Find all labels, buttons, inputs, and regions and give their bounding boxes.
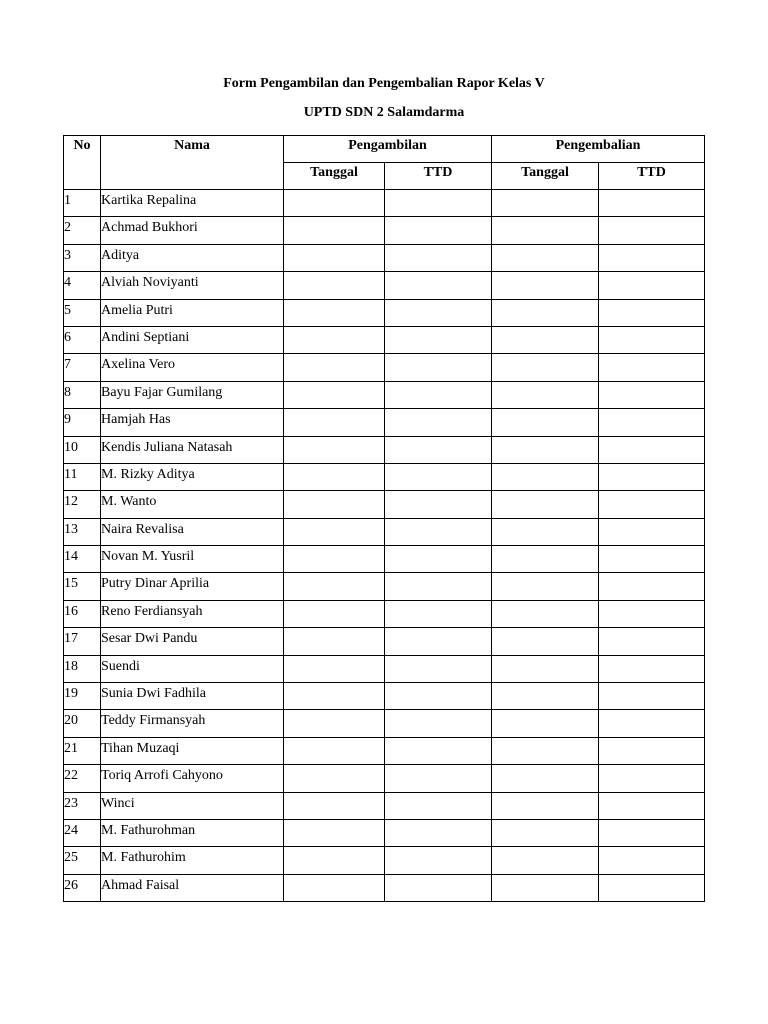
student-name: M. Rizky Aditya bbox=[101, 463, 284, 490]
student-name: Novan M. Yusril bbox=[101, 546, 284, 573]
student-name: Toriq Arrofi Cahyono bbox=[101, 765, 284, 792]
pengambilan-tanggal-cell bbox=[284, 765, 385, 792]
pengembalian-ttd-cell bbox=[599, 299, 705, 326]
student-name: Suendi bbox=[101, 655, 284, 682]
pengembalian-ttd-cell bbox=[599, 655, 705, 682]
row-number: 21 bbox=[64, 737, 101, 764]
row-number: 1 bbox=[64, 190, 101, 217]
table-row bbox=[64, 600, 705, 627]
pengambilan-ttd-cell bbox=[385, 546, 492, 573]
pengembalian-tanggal-cell bbox=[492, 546, 599, 573]
pengembalian-ttd-cell bbox=[599, 573, 705, 600]
student-name: M. Wanto bbox=[101, 491, 284, 518]
pengembalian-tanggal-cell bbox=[492, 792, 599, 819]
student-name: Teddy Firmansyah bbox=[101, 710, 284, 737]
student-name: Kendis Juliana Natasah bbox=[101, 436, 284, 463]
row-number: 26 bbox=[64, 874, 101, 901]
table-row bbox=[64, 381, 705, 408]
pengambilan-tanggal-cell bbox=[284, 683, 385, 710]
row-number: 14 bbox=[64, 546, 101, 573]
pengambilan-tanggal-cell bbox=[284, 381, 385, 408]
pengambilan-ttd-cell bbox=[385, 491, 492, 518]
row-number: 24 bbox=[64, 819, 101, 846]
pengambilan-ttd-cell bbox=[385, 190, 492, 217]
row-number: 12 bbox=[64, 491, 101, 518]
pengembalian-ttd-cell bbox=[599, 546, 705, 573]
row-number: 18 bbox=[64, 655, 101, 682]
pengembalian-ttd-cell bbox=[599, 765, 705, 792]
row-number: 11 bbox=[64, 463, 101, 490]
table-row bbox=[64, 819, 705, 846]
student-name: Aditya bbox=[101, 244, 284, 271]
school-name: UPTD SDN 2 Salamdarma bbox=[303, 105, 465, 120]
pengembalian-ttd-cell bbox=[599, 272, 705, 299]
form-title: Form Pengambilan dan Pengembalian Rapor Kelas V bbox=[223, 76, 545, 91]
table-row bbox=[64, 628, 705, 655]
pengambilan-ttd-cell bbox=[385, 600, 492, 627]
pengambilan-tanggal-cell bbox=[284, 792, 385, 819]
header-pengambilan-ttd: TTD bbox=[385, 163, 492, 190]
row-number: 10 bbox=[64, 436, 101, 463]
student-name: Ahmad Faisal bbox=[101, 874, 284, 901]
row-number: 2 bbox=[64, 217, 101, 244]
row-number: 8 bbox=[64, 381, 101, 408]
pengambilan-ttd-cell bbox=[385, 463, 492, 490]
student-name: Tihan Muzaqi bbox=[101, 737, 284, 764]
pengembalian-tanggal-cell bbox=[492, 518, 599, 545]
table-row bbox=[64, 217, 705, 244]
row-number: 19 bbox=[64, 683, 101, 710]
table-row bbox=[64, 573, 705, 600]
pengembalian-tanggal-cell bbox=[492, 683, 599, 710]
pengambilan-tanggal-cell bbox=[284, 819, 385, 846]
pengambilan-ttd-cell bbox=[385, 847, 492, 874]
table-row bbox=[64, 710, 705, 737]
table-header bbox=[64, 136, 705, 190]
pengambilan-tanggal-cell bbox=[284, 436, 385, 463]
student-name: Achmad Bukhori bbox=[101, 217, 284, 244]
pengembalian-ttd-cell bbox=[599, 847, 705, 874]
header-nama: Nama bbox=[101, 136, 284, 190]
table-row bbox=[64, 436, 705, 463]
row-number: 22 bbox=[64, 765, 101, 792]
student-name: Bayu Fajar Gumilang bbox=[101, 381, 284, 408]
student-name: Amelia Putri bbox=[101, 299, 284, 326]
pengembalian-ttd-cell bbox=[599, 874, 705, 901]
row-number: 13 bbox=[64, 518, 101, 545]
row-number: 5 bbox=[64, 299, 101, 326]
row-number: 9 bbox=[64, 409, 101, 436]
pengambilan-ttd-cell bbox=[385, 326, 492, 353]
pengambilan-ttd-cell bbox=[385, 819, 492, 846]
pengembalian-tanggal-cell bbox=[492, 354, 599, 381]
pengembalian-tanggal-cell bbox=[492, 463, 599, 490]
student-name: Naira Revalisa bbox=[101, 518, 284, 545]
pengambilan-tanggal-cell bbox=[284, 655, 385, 682]
pengembalian-ttd-cell bbox=[599, 354, 705, 381]
student-name: Kartika Repalina bbox=[101, 190, 284, 217]
pengambilan-ttd-cell bbox=[385, 244, 492, 271]
pengambilan-tanggal-cell bbox=[284, 463, 385, 490]
row-number: 3 bbox=[64, 244, 101, 271]
pengambilan-tanggal-cell bbox=[284, 847, 385, 874]
table-row bbox=[64, 792, 705, 819]
pengambilan-ttd-cell bbox=[385, 874, 492, 901]
row-number: 15 bbox=[64, 573, 101, 600]
pengembalian-ttd-cell bbox=[599, 792, 705, 819]
pengambilan-tanggal-cell bbox=[284, 491, 385, 518]
table-row bbox=[64, 546, 705, 573]
pengambilan-tanggal-cell bbox=[284, 299, 385, 326]
pengembalian-tanggal-cell bbox=[492, 436, 599, 463]
header-pengambilan: Pengambilan bbox=[284, 136, 492, 163]
pengembalian-ttd-cell bbox=[599, 819, 705, 846]
row-number: 6 bbox=[64, 326, 101, 353]
pengembalian-tanggal-cell bbox=[492, 819, 599, 846]
student-name: Sunia Dwi Fadhila bbox=[101, 683, 284, 710]
row-number: 7 bbox=[64, 354, 101, 381]
pengambilan-tanggal-cell bbox=[284, 272, 385, 299]
pengembalian-tanggal-cell bbox=[492, 765, 599, 792]
pengambilan-ttd-cell bbox=[385, 573, 492, 600]
pengambilan-ttd-cell bbox=[385, 409, 492, 436]
pengembalian-ttd-cell bbox=[599, 491, 705, 518]
student-name: M. Fathurohman bbox=[101, 819, 284, 846]
header-pengembalian-tanggal: Tanggal bbox=[492, 163, 599, 190]
pengembalian-tanggal-cell bbox=[492, 409, 599, 436]
pengembalian-tanggal-cell bbox=[492, 326, 599, 353]
pengambilan-ttd-cell bbox=[385, 628, 492, 655]
pengembalian-tanggal-cell bbox=[492, 573, 599, 600]
pengambilan-tanggal-cell bbox=[284, 409, 385, 436]
student-name: Winci bbox=[101, 792, 284, 819]
student-name: Alviah Noviyanti bbox=[101, 272, 284, 299]
header-no: No bbox=[64, 136, 101, 190]
table-row bbox=[64, 874, 705, 901]
pengambilan-tanggal-cell bbox=[284, 354, 385, 381]
table-row bbox=[64, 299, 705, 326]
pengambilan-ttd-cell bbox=[385, 217, 492, 244]
pengembalian-tanggal-cell bbox=[492, 655, 599, 682]
pengembalian-tanggal-cell bbox=[492, 272, 599, 299]
pengembalian-ttd-cell bbox=[599, 628, 705, 655]
pengambilan-ttd-cell bbox=[385, 655, 492, 682]
pengembalian-tanggal-cell bbox=[492, 737, 599, 764]
pengembalian-tanggal-cell bbox=[492, 491, 599, 518]
rapor-table bbox=[63, 135, 705, 902]
pengembalian-tanggal-cell bbox=[492, 299, 599, 326]
pengambilan-tanggal-cell bbox=[284, 600, 385, 627]
pengambilan-ttd-cell bbox=[385, 683, 492, 710]
student-name: Axelina Vero bbox=[101, 354, 284, 381]
row-number: 17 bbox=[64, 628, 101, 655]
pengambilan-ttd-cell bbox=[385, 737, 492, 764]
table-row bbox=[64, 354, 705, 381]
row-number: 16 bbox=[64, 600, 101, 627]
table-row bbox=[64, 272, 705, 299]
table-row bbox=[64, 409, 705, 436]
table-row bbox=[64, 491, 705, 518]
pengembalian-ttd-cell bbox=[599, 409, 705, 436]
pengembalian-ttd-cell bbox=[599, 737, 705, 764]
table-row bbox=[64, 683, 705, 710]
table-row bbox=[64, 244, 705, 271]
pengambilan-ttd-cell bbox=[385, 518, 492, 545]
pengambilan-tanggal-cell bbox=[284, 326, 385, 353]
pengembalian-tanggal-cell bbox=[492, 190, 599, 217]
pengambilan-tanggal-cell bbox=[284, 573, 385, 600]
pengambilan-tanggal-cell bbox=[284, 628, 385, 655]
header-pengembalian-ttd: TTD bbox=[599, 163, 705, 190]
row-number: 4 bbox=[64, 272, 101, 299]
student-name: Reno Ferdiansyah bbox=[101, 600, 284, 627]
pengambilan-tanggal-cell bbox=[284, 217, 385, 244]
student-name: Hamjah Has bbox=[101, 409, 284, 436]
pengembalian-tanggal-cell bbox=[492, 381, 599, 408]
row-number: 20 bbox=[64, 710, 101, 737]
pengembalian-tanggal-cell bbox=[492, 217, 599, 244]
pengambilan-ttd-cell bbox=[385, 765, 492, 792]
pengembalian-ttd-cell bbox=[599, 190, 705, 217]
pengambilan-tanggal-cell bbox=[284, 244, 385, 271]
header-pengembalian: Pengembalian bbox=[492, 136, 705, 163]
pengambilan-ttd-cell bbox=[385, 792, 492, 819]
pengembalian-ttd-cell bbox=[599, 600, 705, 627]
table-row bbox=[64, 765, 705, 792]
pengambilan-tanggal-cell bbox=[284, 518, 385, 545]
pengembalian-tanggal-cell bbox=[492, 710, 599, 737]
row-number: 25 bbox=[64, 847, 101, 874]
pengembalian-ttd-cell bbox=[599, 518, 705, 545]
pengembalian-ttd-cell bbox=[599, 436, 705, 463]
pengambilan-tanggal-cell bbox=[284, 190, 385, 217]
table-body bbox=[64, 190, 705, 902]
pengembalian-tanggal-cell bbox=[492, 874, 599, 901]
pengambilan-ttd-cell bbox=[385, 436, 492, 463]
pengembalian-tanggal-cell bbox=[492, 244, 599, 271]
pengambilan-ttd-cell bbox=[385, 299, 492, 326]
pengambilan-ttd-cell bbox=[385, 710, 492, 737]
table-row bbox=[64, 326, 705, 353]
pengembalian-ttd-cell bbox=[599, 326, 705, 353]
pengembalian-ttd-cell bbox=[599, 217, 705, 244]
pengambilan-ttd-cell bbox=[385, 354, 492, 381]
table-row bbox=[64, 737, 705, 764]
pengambilan-tanggal-cell bbox=[284, 737, 385, 764]
student-name: Andini Septiani bbox=[101, 326, 284, 353]
table-row bbox=[64, 190, 705, 217]
student-name: Putry Dinar Aprilia bbox=[101, 573, 284, 600]
pengembalian-ttd-cell bbox=[599, 463, 705, 490]
table-row bbox=[64, 463, 705, 490]
header-pengambilan-tanggal: Tanggal bbox=[284, 163, 385, 190]
student-name: M. Fathurohim bbox=[101, 847, 284, 874]
row-number: 23 bbox=[64, 792, 101, 819]
pengembalian-tanggal-cell bbox=[492, 847, 599, 874]
pengembalian-ttd-cell bbox=[599, 683, 705, 710]
pengembalian-ttd-cell bbox=[599, 244, 705, 271]
pengembalian-ttd-cell bbox=[599, 381, 705, 408]
pengembalian-tanggal-cell bbox=[492, 628, 599, 655]
pengambilan-tanggal-cell bbox=[284, 710, 385, 737]
pengambilan-tanggal-cell bbox=[284, 874, 385, 901]
pengembalian-tanggal-cell bbox=[492, 600, 599, 627]
pengambilan-ttd-cell bbox=[385, 272, 492, 299]
pengembalian-ttd-cell bbox=[599, 710, 705, 737]
pengambilan-tanggal-cell bbox=[284, 546, 385, 573]
table-row bbox=[64, 518, 705, 545]
table-row bbox=[64, 655, 705, 682]
table-row bbox=[64, 847, 705, 874]
student-name: Sesar Dwi Pandu bbox=[101, 628, 284, 655]
pengambilan-ttd-cell bbox=[385, 381, 492, 408]
